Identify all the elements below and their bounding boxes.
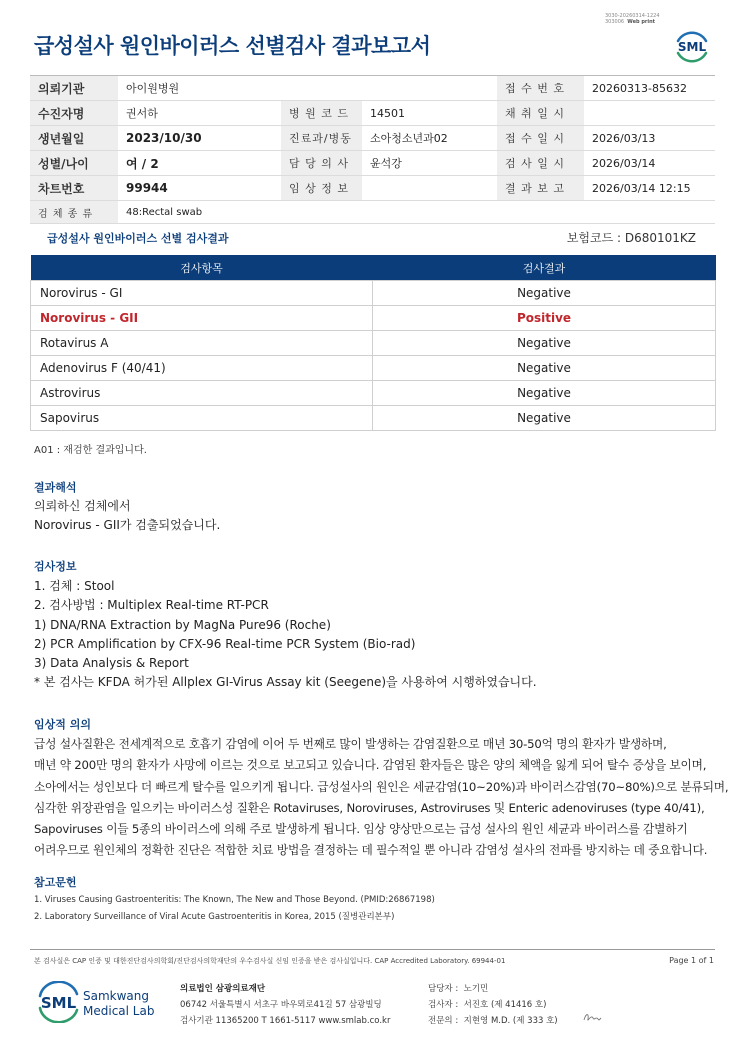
interpretation-line: 의뢰하신 검체에서	[34, 499, 131, 513]
clinical-line: 어려우므로 원인체의 정확한 진단은 적합한 치료 방법을 결정하는 데 필수적일 뿐 아니라 감염성 설사의 전파를 방지하는 데 중요합니다.	[34, 843, 708, 858]
sml-footer-logo-icon	[36, 981, 162, 1023]
clinical-line: 급성 설사질환은 전세계적으로 호흡기 감염에 이어 두 번째로 많이 발생하는 감염질환으로 매년 30-50억 명의 환자가 발생하며,	[34, 737, 667, 751]
clinical-info-value	[362, 176, 497, 201]
table-row	[31, 331, 716, 356]
name-label: 수진자명	[30, 101, 118, 126]
accreditation-note: 본 검사실은 CAP 인증 및 대한진단검사의학회/진단검사의학재단의 우수검사실 신임 인증을 받은 검사실입니다. CAP Accredited Laboratory. 69944-01	[34, 957, 506, 965]
sml-logo-text: SML	[677, 40, 707, 54]
hospital-code-label: 병 원 코 드	[281, 101, 362, 126]
print-code-line1: 3030-20260314-1224	[605, 13, 660, 19]
staff-role: 담당자 :	[428, 984, 459, 994]
doctor-value: 윤석강	[362, 151, 497, 176]
test-result-positive: Positive	[373, 306, 716, 331]
clinical-line: 소아에서는 성인보다 더 빠르게 탈수를 일으키게 됩니다. 급성설사의 원인은 세균감염(10~20%)과 바이러스감염(70~80%)으로 분류되며,	[34, 779, 729, 794]
collect-date-label: 채 취 일 시	[497, 101, 584, 126]
table-row	[31, 306, 716, 331]
interpretation-text	[34, 497, 220, 535]
signature-icon	[582, 1010, 602, 1024]
table-row	[31, 381, 716, 406]
page-number: Page 1 of 1	[669, 956, 714, 965]
report-title: 급성설사 원인바이러스 선별검사 결과보고서	[34, 34, 431, 58]
name-value: 권서하	[118, 101, 281, 126]
staff-role: 검사자 :	[428, 1000, 459, 1010]
receipt-date-value: 2026/03/13	[584, 126, 715, 151]
hospital-code-value: 14501	[362, 101, 497, 126]
staff-role: 전문의 :	[428, 1016, 459, 1026]
test-item: Norovirus - GI	[31, 281, 373, 306]
test-item: Sapovirus	[31, 406, 373, 431]
staff-info	[428, 981, 558, 1029]
sex-age-label: 성별/나이	[30, 151, 118, 176]
clinical-significance-title: 임상적 의의	[34, 718, 91, 731]
results-section-title: 급성설사 원인바이러스 선별 검사결과	[47, 232, 229, 245]
test-result: Negative	[373, 381, 716, 406]
reference-item: 2. Laboratory Surveillance of Viral Acute Gastroenteritis in Korea, 2015 (질병관리본부)	[34, 912, 395, 922]
table-row	[31, 406, 716, 431]
staff-name: 서진호 (제 41416 호)	[463, 1000, 547, 1010]
logo-name-line1: Samkwang	[83, 989, 149, 1003]
chart-label: 차트번호	[30, 176, 118, 201]
receipt-no-label: 접 수 번 호	[497, 76, 584, 101]
test-result: Negative	[373, 281, 716, 306]
organization-name: 의료법인 삼광의료재단	[180, 984, 266, 994]
organization-address: 06742 서울특별시 서초구 바우뫼로41길 57 삼광빌딩	[180, 1000, 382, 1010]
test-info-line: 2) PCR Amplification by CFX-96 Real-time PCR System (Bio-rad)	[34, 636, 416, 651]
organization-info	[180, 981, 390, 1029]
reference-item: 1. Viruses Causing Gastroenteritis: The Known, The New and Those Beyond. (PMID:26867198)	[34, 895, 435, 905]
table-row	[31, 281, 716, 306]
birth-label: 생년월일	[30, 126, 118, 151]
clinical-significance-text	[34, 734, 728, 862]
print-code-number: 303006	[605, 19, 625, 25]
birth-value: 2023/10/30	[118, 126, 281, 151]
retest-note: A01 : 재검한 결과입니다.	[34, 445, 147, 456]
test-result: Negative	[373, 356, 716, 381]
test-date-label: 검 사 일 시	[497, 151, 584, 176]
sex-age-value: 여 / 2	[118, 151, 281, 176]
test-item: Rotavirus A	[31, 331, 373, 356]
interpretation-title: 결과해석	[34, 481, 77, 494]
logo-name-line2: Medical Lab	[83, 1004, 155, 1018]
footer-divider	[30, 949, 715, 950]
organization-contact: 검사기관 11365200 T 1661-5117 www.smlab.co.kr	[180, 1016, 391, 1026]
chart-value: 99944	[118, 176, 281, 201]
doctor-label: 담 당 의 사	[281, 151, 362, 176]
test-info-line: * 본 검사는 KFDA 허가된 Allplex GI-Virus Assay kit (Seegene)을 사용하여 시행하였습니다.	[34, 675, 537, 690]
results-table	[30, 255, 716, 431]
test-item: Astrovirus	[31, 381, 373, 406]
institution-value: 아이원병원	[118, 76, 281, 101]
test-info-line: 2. 검사방법 : Multiplex Real-time RT-PCR	[34, 598, 269, 613]
test-info-title: 검사정보	[34, 560, 77, 573]
test-info-text	[34, 577, 537, 693]
report-date-label: 결 과 보 고	[497, 176, 584, 201]
test-result: Negative	[373, 331, 716, 356]
report-date-value: 2026/03/14 12:15	[584, 176, 715, 201]
test-info-line: 1. 검체 : Stool	[34, 579, 115, 593]
clinical-line: Sapoviruses 이들 5종의 바이러스에 의해 주로 발생하게 됩니다. 임상 양상만으로는 급성 설사의 원인 세균과 바이러스를 감별하기	[34, 822, 688, 837]
clinical-line: 심각한 위장관염을 일으키는 바이러스성 질환은 Rotaviruses, Noroviruses, Astroviruses 및 Enteric adenoviruses (type 40/41),	[34, 800, 705, 815]
clinical-info-label: 임 상 정 보	[281, 176, 362, 201]
print-code	[605, 13, 660, 25]
sml-footer-logo-text: SML	[40, 994, 77, 1012]
test-info-line: 3) Data Analysis & Report	[34, 656, 189, 671]
specimen-value: 48:Rectal swab	[118, 201, 715, 224]
receipt-date-label: 접 수 일 시	[497, 126, 584, 151]
insurance-code: 보험코드 : D680101KZ	[566, 231, 696, 245]
receipt-no-value: 20260313-85632	[584, 76, 715, 101]
staff-name: 지현영 M.D. (제 333 호)	[463, 1016, 558, 1026]
institution-label: 의뢰기관	[30, 76, 118, 101]
patient-info-table	[30, 75, 715, 224]
dept-label: 진료과/병동	[281, 126, 362, 151]
table-row	[31, 356, 716, 381]
sml-logo-icon	[672, 26, 712, 66]
print-code-mode: Web print	[627, 19, 656, 25]
dept-value: 소아청소년과02	[362, 126, 497, 151]
test-info-line: 1) DNA/RNA Extraction by MagNa Pure96 (Roche)	[34, 617, 331, 632]
results-col-item: 검사항목	[31, 255, 373, 281]
test-date-value: 2026/03/14	[584, 151, 715, 176]
test-item: Norovirus - GII	[31, 306, 373, 331]
test-result: Negative	[373, 406, 716, 431]
collect-date-value	[584, 101, 715, 126]
references-title: 참고문헌	[34, 876, 77, 889]
staff-name: 노기민	[463, 984, 489, 994]
references-list	[34, 892, 435, 926]
results-col-result: 검사결과	[373, 255, 716, 281]
test-item: Adenovirus F (40/41)	[31, 356, 373, 381]
specimen-label: 검 체 종 류	[30, 201, 118, 224]
interpretation-line: Norovirus - GII가 검출되었습니다.	[34, 518, 221, 532]
clinical-line: 매년 약 200만 명의 환자가 사망에 이르는 것으로 보고되고 있습니다. 감염된 환자들은 많은 양의 체액을 잃게 되어 탈수 증상을 보이며,	[34, 758, 707, 773]
